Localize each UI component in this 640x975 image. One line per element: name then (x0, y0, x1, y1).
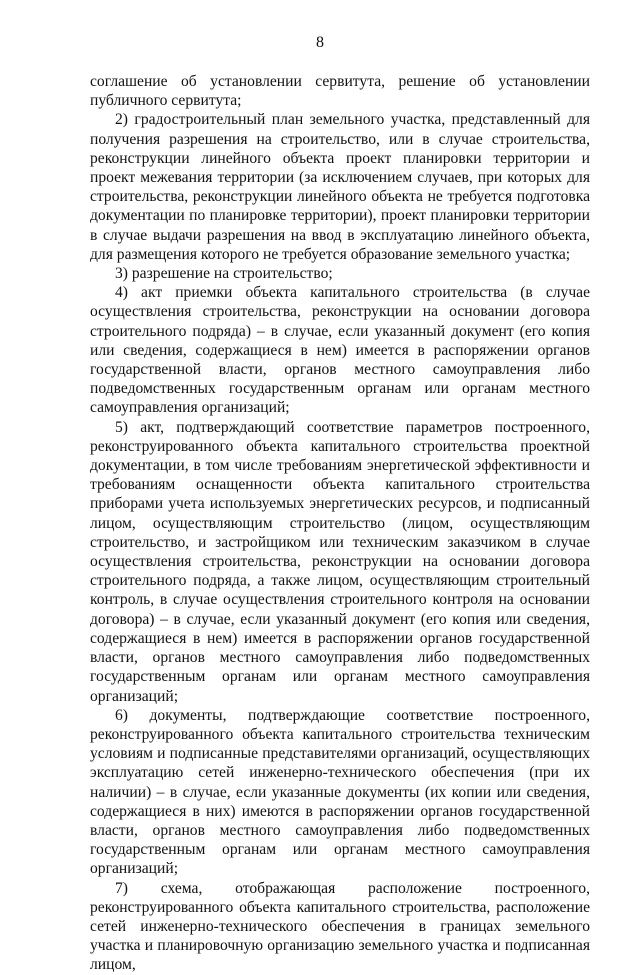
document-body (90, 72, 590, 975)
paragraph-item-3: 3) разрешение на строительство; (115, 265, 333, 283)
paragraph-item-7: 7) схема, отображающая расположение построенного, реконструированного объекта капитального строительства, расположение сетей инженерно-технического обеспечения в границах земельного участка и планировочную организацию земельного участка и подписанная лицом, (90, 879, 590, 974)
paragraph-item-5: 5) акт, подтверждающий соответствие параметров построенного, реконструированного объекта капитального строительства проектной документации, в том числе требованиям энергетической эффективности и требованиям оснащенности объекта капитального строительства приборами учета используемых энергетических ресурсов, и подписанный лицом, осуществляющим строительство (лицом, осуществляющим строительство, и застройщиком или техническим заказчиком в случае осуществления строительства, реконструкции на основании договора строительного подряда, а также лицом, осуществляющим строительный контроль, в случае осуществления строительного контроля на основании договора) – в случае, если указанный документ (его копия или сведения, содержащиеся в нем) имеется в распоряжении органов государственной власти, органов местного самоуправления либо подведомственных государственным органам или органам местного самоуправления организаций; (90, 418, 590, 705)
page-number: 8 (316, 34, 324, 51)
paragraph-item-6: 6) документы, подтверждающие соответствие построенного, реконструированного объекта капитального строительства техническим условиям и подписанные представителями организаций, осуществляющих эксплуатацию сетей инженерно-технического обеспечения (при их наличии) – в случае, если указанные документы (их копии или сведения, содержащиеся в них) имеются в распоряжении органов государственной власти, органов местного самоуправления либо подведомственных государственным органам или органам местного самоуправления организаций; (90, 706, 590, 878)
paragraph-item-2: 2) градостроительный план земельного участка, представленный для получения разрешения на строительство, или в случае строительства, реконструкции линейного объекта проект планировки территории и проект межевания территории (за исключением случаев, при которых для строительства, реконструкции линейного объекта не требуется подготовка документации по планировке территории), проект планировки территории в случае выдачи разрешения на ввод в эксплуатацию линейного объекта, для размещения которого не требуется образование земельного участка; (90, 111, 590, 263)
paragraph-continuation: соглашение об установлении сервитута, решение об установлении публичного сервитута; (90, 73, 590, 110)
paragraph-item-4: 4) акт приемки объекта капитального строительства (в случае осуществления строительства, реконструкции на основании договора строительного подряда) – в случае, если указанный документ (его копия или сведения, содержащиеся в нем) имеется в распоряжении органов государственной власти, органов местного самоуправления либо подведомственных государственным органам или органам местного самоуправления организаций; (90, 284, 590, 417)
